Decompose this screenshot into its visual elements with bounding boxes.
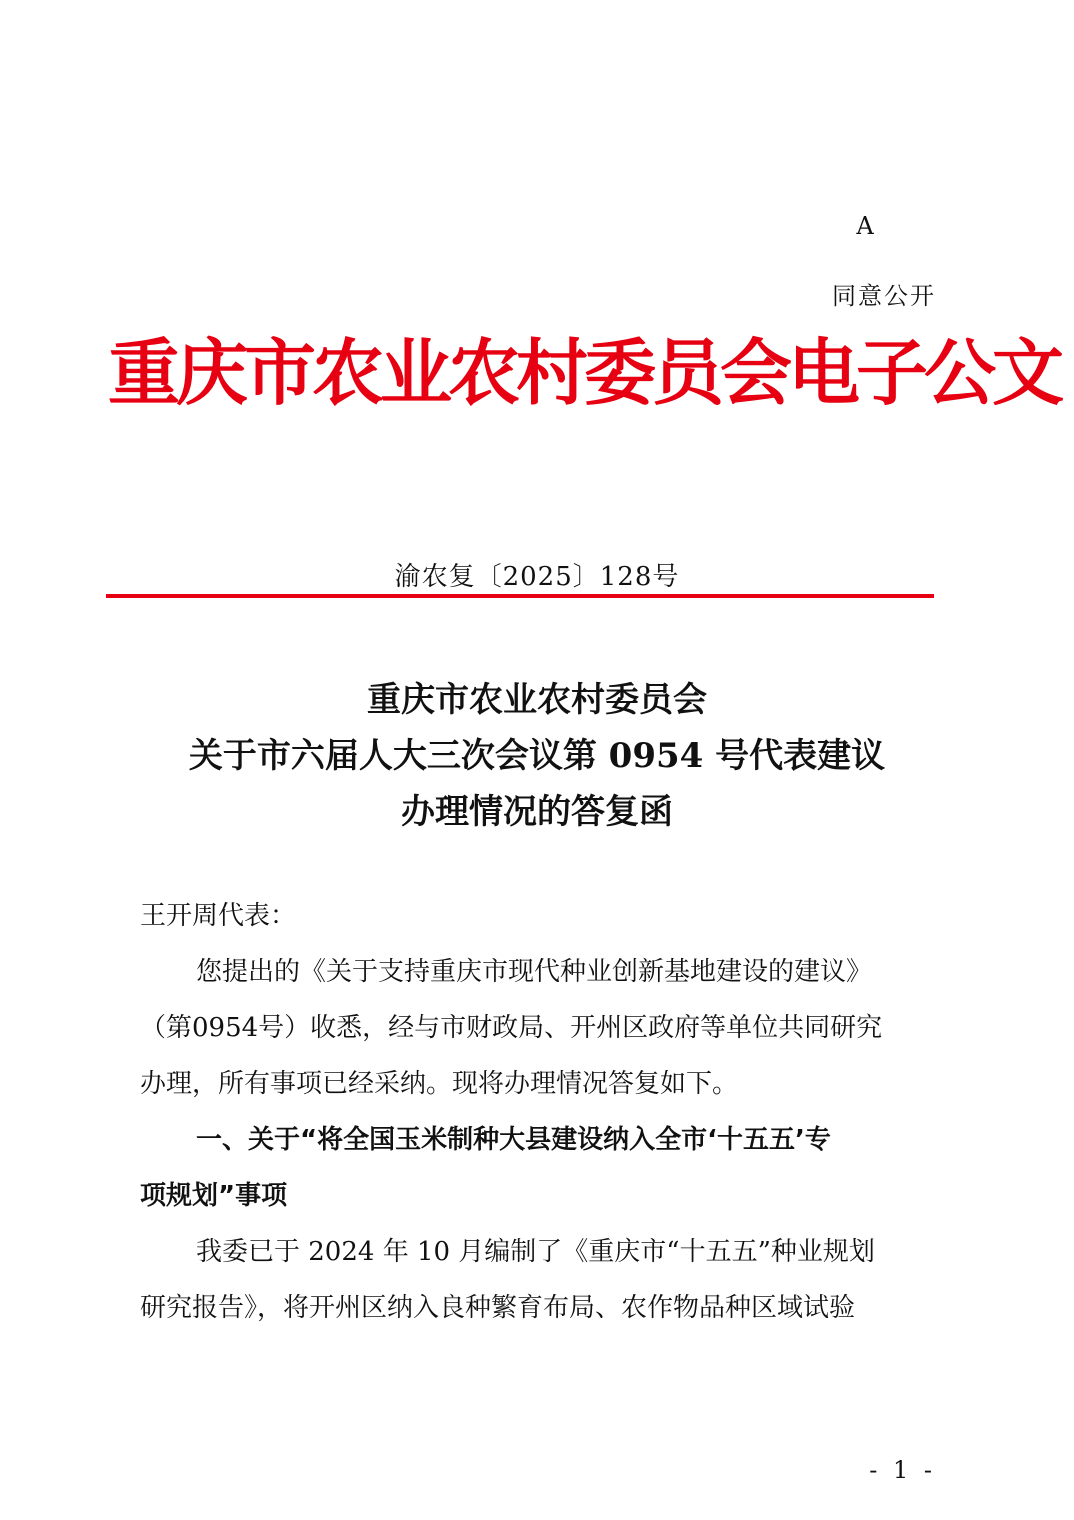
document-title <box>0 672 1074 840</box>
title-line-3: 办理情况的答复函 <box>401 792 673 832</box>
page-number: - 1 - <box>869 1456 936 1484</box>
paragraph-line: 研究报告》，将开州区纳入良种繁育布局、农作物品种区域试验 <box>140 1293 856 1323</box>
disclosure-status: 同意公开 <box>832 282 936 310</box>
heading-line: 项规划”事项 <box>140 1181 288 1211</box>
paragraph-line: 您提出的《关于支持重庆市现代种业创新基地建设的建议》 <box>196 957 873 987</box>
paragraph-section-1 <box>140 1224 935 1336</box>
paragraph-intro <box>140 944 935 1112</box>
document-number: 渝农复〔2025〕128号 <box>394 562 680 592</box>
red-divider-line <box>106 594 934 598</box>
salutation: 王开周代表： <box>140 901 297 931</box>
title-line-2: 关于市六届人大三次会议第 0954 号代表建议 <box>188 736 886 776</box>
heading-line: 一、关于“将全国玉米制种大县建设纳入全市‘十五五’专 <box>196 1125 831 1155</box>
paragraph-line: （第0954号）收悉，经与市财政局、开州区政府等单位共同研究 <box>140 1013 883 1043</box>
paragraph-line: 办理，所有事项已经采纳。现将办理情况答复如下。 <box>140 1069 739 1099</box>
document-grade: A <box>856 212 874 240</box>
title-line-1: 重庆市农业农村委员会 <box>367 680 707 720</box>
red-masthead: 重庆市农业农村委员会电子公文 <box>108 331 1061 415</box>
paragraph-line: 我委已于 2024 年 10 月编制了《重庆市“十五五”种业规划 <box>196 1237 875 1267</box>
section-heading-1 <box>140 1112 935 1224</box>
